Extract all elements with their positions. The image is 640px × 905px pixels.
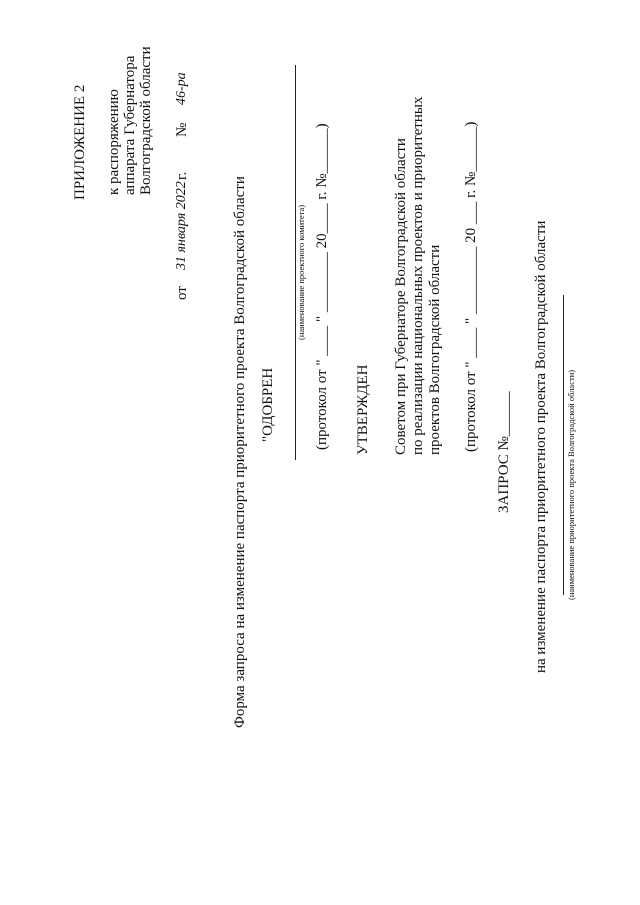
appendix-date-year-suffix: г. xyxy=(174,171,190,180)
request-subtitle: на изменение паспорта приоритетного проекта Волгоградской области xyxy=(533,220,549,673)
appendix-line-1: к распоряжению xyxy=(106,89,122,195)
confirmed-line-2: по реализации национальных проектов и приоритетных xyxy=(410,96,426,455)
appendix-number-sign: № xyxy=(174,122,190,137)
approved-protocol: (протокол от " ____ " ________ 20____ г. №______) xyxy=(314,123,330,450)
confirmed-line-1: Советом при Губернаторе Волгоградской области xyxy=(393,138,409,455)
form-title: Форма запроса на изменение паспорта приоритетного проекта Волгоградской области xyxy=(232,176,248,728)
confirmed-line-3: проектов Волгоградской области xyxy=(427,244,443,455)
approved-title: "ОДОБРЕН xyxy=(260,367,276,442)
appendix-date-prefix: от xyxy=(174,286,190,300)
approved-caption: (наименование проектного комитета) xyxy=(296,204,306,340)
request-project-line xyxy=(563,295,564,595)
request-title: ЗАПРОС №______ xyxy=(496,391,512,513)
appendix-line-3: Волгоградской области xyxy=(138,46,154,195)
confirmed-title: УТВЕРЖДЕН xyxy=(355,364,371,455)
appendix-line-2: аппарата Губернатора xyxy=(122,55,138,195)
appendix-title: ПРИЛОЖЕНИЕ 2 xyxy=(72,84,88,200)
confirmed-protocol: (протокол от " ____ " _________ 20 ___ г. №______) xyxy=(463,121,479,452)
request-caption: (наименование приоритетного проекта Волгоградской области) xyxy=(566,369,576,600)
appendix-date-value: 31 января 2022 xyxy=(174,181,189,270)
appendix-number-value: 46-ра xyxy=(174,72,189,105)
